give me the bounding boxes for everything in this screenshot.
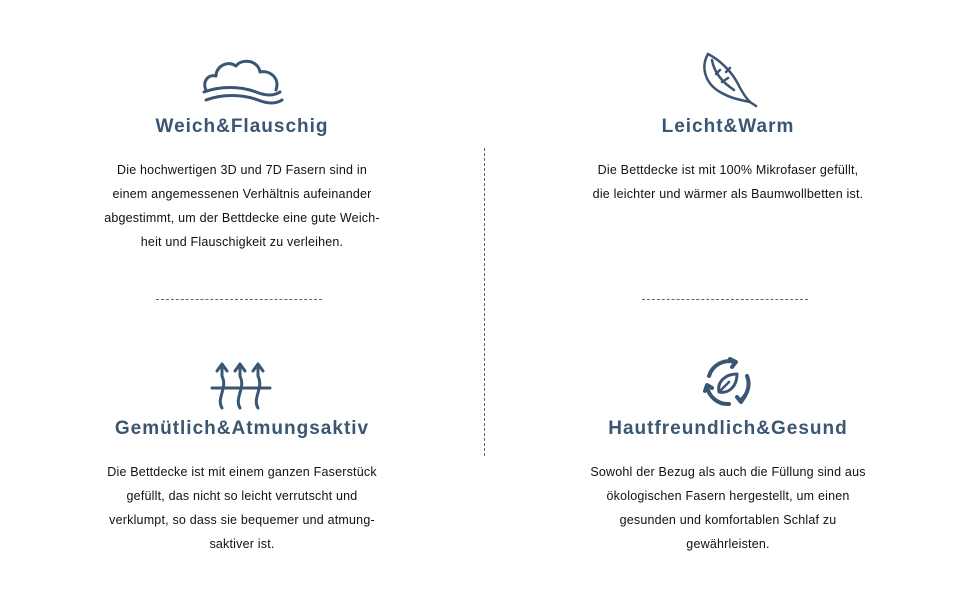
description-line: heit und Flauschigkeit zu verleihen. — [140, 235, 344, 249]
feature-title: Hautfreundlich&Gesund — [608, 418, 848, 439]
description-line: Die Bettdecke ist mit 100% Mikrofaser gefüllt, — [597, 163, 859, 177]
horizontal-divider-right — [642, 299, 808, 300]
feature-soft-fluffy — [62, 38, 422, 254]
feature-description — [62, 158, 422, 254]
airflow-icon — [62, 340, 422, 410]
description-line: gefüllt, das nicht so leicht verrutscht und — [126, 489, 358, 503]
description-line: gesunden und komfortablen Schlaf zu — [619, 513, 837, 527]
feature-title: Gemütlich&Atmungsaktiv — [114, 418, 370, 439]
description-line: verklumpt, so dass sie bequemer und atmung- — [109, 513, 375, 527]
feature-description — [62, 460, 422, 556]
description-line: Sowohl der Bezug als auch die Füllung sind aus — [590, 465, 866, 479]
feature-cozy-breathable — [62, 340, 422, 556]
description-line: Die Bettdecke ist mit einem ganzen Faserstück — [107, 465, 377, 479]
description-line: abgestimmt, um der Bettdecke eine gute Weich- — [104, 211, 380, 225]
description-line: gewährleisten. — [686, 537, 770, 551]
feature-skin-friendly-healthy — [548, 340, 908, 556]
description-line: einem angemessenen Verhältnis aufeinander — [112, 187, 372, 201]
description-line: die leichter und wärmer als Baumwollbetten ist. — [592, 187, 864, 201]
horizontal-divider-left — [156, 299, 322, 300]
feather-icon — [548, 38, 908, 108]
feature-light-warm — [548, 38, 908, 206]
cloud-icon — [62, 38, 422, 108]
description-line: saktiver ist. — [209, 537, 275, 551]
vertical-divider — [484, 148, 485, 456]
feature-title: Weich&Flauschig — [155, 116, 329, 137]
feature-description — [548, 460, 908, 556]
feature-title: Leicht&Warm — [661, 116, 795, 137]
eco-leaf-cycle-icon — [548, 340, 908, 410]
feature-description — [548, 158, 908, 206]
description-line: Die hochwertigen 3D und 7D Fasern sind in — [117, 163, 367, 177]
description-line: ökologischen Fasern hergestellt, um einen — [606, 489, 850, 503]
